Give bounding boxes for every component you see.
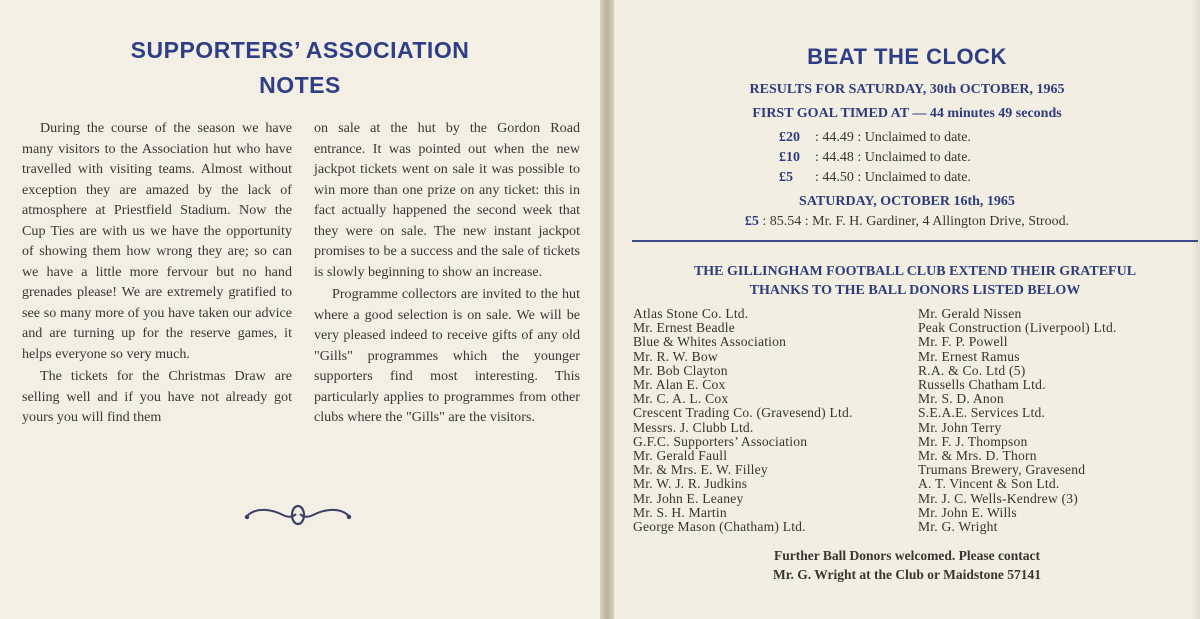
beat-the-clock-title: BEAT THE CLOCK — [807, 44, 1007, 69]
donor-item: S.E.A.E. Services Ltd. — [918, 405, 1046, 421]
second-prize-detail: : 85.54 : Mr. F. H. Gardiner, 4 Allington Drive, Strood. — [762, 214, 1070, 229]
left-heading-line1: SUPPORTERS’ ASSOCIATION — [130, 37, 470, 63]
notes-col1-paragraph-1: During the course of the season we have many visitors to the Association hut who have travelled with visiting teams. Almost without exception they are amazed by the lack of atmosphere at Priestfield Stadium. Now the Cup Ties are with us we have the opportunity of showing them how wrong they are; so can we have a little more fervour but no hand grenades please! We are extremely gratified to see so many more of you have taken our advice and are turning up for the reserve games, it helps everyone so very much. — [22, 120, 292, 362]
donor-item: Mr. Bob Clayton — [633, 362, 728, 378]
page-edge-shadow — [1190, 0, 1200, 619]
donor-item: Blue & Whites Association — [633, 334, 787, 350]
section-divider — [632, 240, 1198, 242]
thanks-line-2: THANKS TO THE BALL DONORS LISTED BELOW — [749, 283, 1081, 298]
prize-row — [779, 168, 971, 188]
donor-item: Crescent Trading Co. (Gravesend) Ltd. — [633, 405, 853, 421]
donor-item: R.A. & Co. Ltd (5) — [918, 362, 1026, 378]
donor-list-left — [633, 307, 853, 534]
donor-item: Mr. C. A. L. Cox — [633, 391, 729, 407]
prize-detail: : 44.50 : Unclaimed to date. — [815, 170, 971, 185]
notes-column-1 — [22, 118, 292, 428]
thanks-line-1: THE GILLINGHAM FOOTBALL CLUB EXTEND THEIR GRATEFUL — [693, 264, 1137, 279]
donor-item: Mr. W. J. R. Judkins — [633, 476, 748, 492]
prize-detail: : 44.49 : Unclaimed to date. — [815, 130, 971, 145]
donor-item: G.F.C. Supporters’ Association — [633, 433, 808, 449]
second-prize-amount: £5 — [744, 214, 759, 229]
donor-item: Mr. Alan E. Cox — [633, 377, 726, 393]
donor-item: Mr. F. J. Thompson — [918, 433, 1028, 449]
donor-item: Mr. Ernest Ramus — [918, 348, 1020, 364]
donor-item: Mr. Gerald Nissen — [918, 306, 1022, 321]
left-heading-line2: NOTES — [259, 72, 341, 98]
donor-item: Mr. John E. Leaney — [633, 490, 744, 506]
donor-item: Trumans Brewery, Gravesend — [918, 462, 1086, 478]
donor-item: Mr. G. Wright — [918, 519, 998, 535]
donor-item: Messrs. J. Clubb Ltd. — [633, 419, 754, 435]
prize-amount: £20 — [779, 130, 800, 145]
donor-item: Mr. R. W. Bow — [633, 348, 718, 364]
donor-item: Mr. & Mrs. D. Thorn — [918, 448, 1037, 464]
right-page — [614, 0, 1200, 619]
donor-item: Peak Construction (Liverpool) Ltd. — [918, 320, 1117, 336]
second-date-heading: SATURDAY, OCTOBER 16th, 1965 — [799, 194, 1015, 209]
prize-amount: £10 — [779, 150, 800, 165]
donor-item: Mr. S. D. Anon — [918, 391, 1004, 407]
donor-list-right — [918, 307, 1117, 534]
footer-line-2: Mr. G. Wright at the Club or Maidstone 57141 — [772, 567, 1041, 582]
donor-item: Mr. Gerald Faull — [633, 448, 728, 464]
donor-item: Mr. F. P. Powell — [918, 334, 1008, 350]
donor-item: A. T. Vincent & Son Ltd. — [918, 476, 1060, 492]
donor-item: George Mason (Chatham) Ltd. — [633, 519, 806, 535]
donor-item: Mr. Ernest Beadle — [633, 320, 735, 336]
prize-row — [779, 128, 971, 148]
notes-column-2 — [314, 118, 580, 428]
prize-detail: : 44.48 : Unclaimed to date. — [815, 150, 971, 165]
donor-item: Atlas Stone Co. Ltd. — [633, 306, 749, 321]
donor-item: Mr. S. H. Martin — [633, 504, 727, 520]
donor-item: Russells Chatham Ltd. — [918, 377, 1046, 393]
notes-col2-paragraph-2: Programme collectors are invited to the hut where a good selection is on sale. We will be very pleased indeed to receive gifts of any old "Gills" programmes which the younger supporters find most interesting. This particularly applies to programmes from other clubs where the "Gills" are the visitors. — [314, 286, 580, 425]
notes-col1-paragraph-2: The tickets for the Christmas Draw are selling well and if you have not already got yours you will find them — [22, 368, 292, 425]
donor-item: Mr. J. C. Wells-Kendrew (3) — [918, 490, 1078, 506]
binding-gutter — [600, 0, 614, 619]
first-goal-line: FIRST GOAL TIMED AT — 44 minutes 49 seconds — [752, 106, 1062, 121]
prize-list — [779, 128, 971, 188]
results-heading: RESULTS FOR SATURDAY, 30th OCTOBER, 1965 — [749, 82, 1065, 97]
footer-line-1: Further Ball Donors welcomed. Please contact — [774, 548, 1040, 563]
donor-item: Mr. John Terry — [918, 419, 1002, 435]
second-prize-line — [614, 214, 1200, 230]
ornament-flourish — [243, 500, 353, 530]
prize-amount: £5 — [779, 170, 793, 185]
donor-item: Mr. & Mrs. E. W. Filley — [633, 462, 768, 478]
prize-row — [779, 148, 971, 168]
footer-note — [614, 546, 1200, 584]
donor-item: Mr. John E. Wills — [918, 504, 1017, 520]
notes-col2-paragraph-1: on sale at the hut by the Gordon Road entrance. It was pointed out when the new jackpot tickets went on sale it was possible to win more than one prize on any ticket: this in fact actually happened the second week that they were on sale. The new instant jackpot promises to be a success and the sale of tickets is slowly beginning to show an increase. — [314, 120, 580, 280]
